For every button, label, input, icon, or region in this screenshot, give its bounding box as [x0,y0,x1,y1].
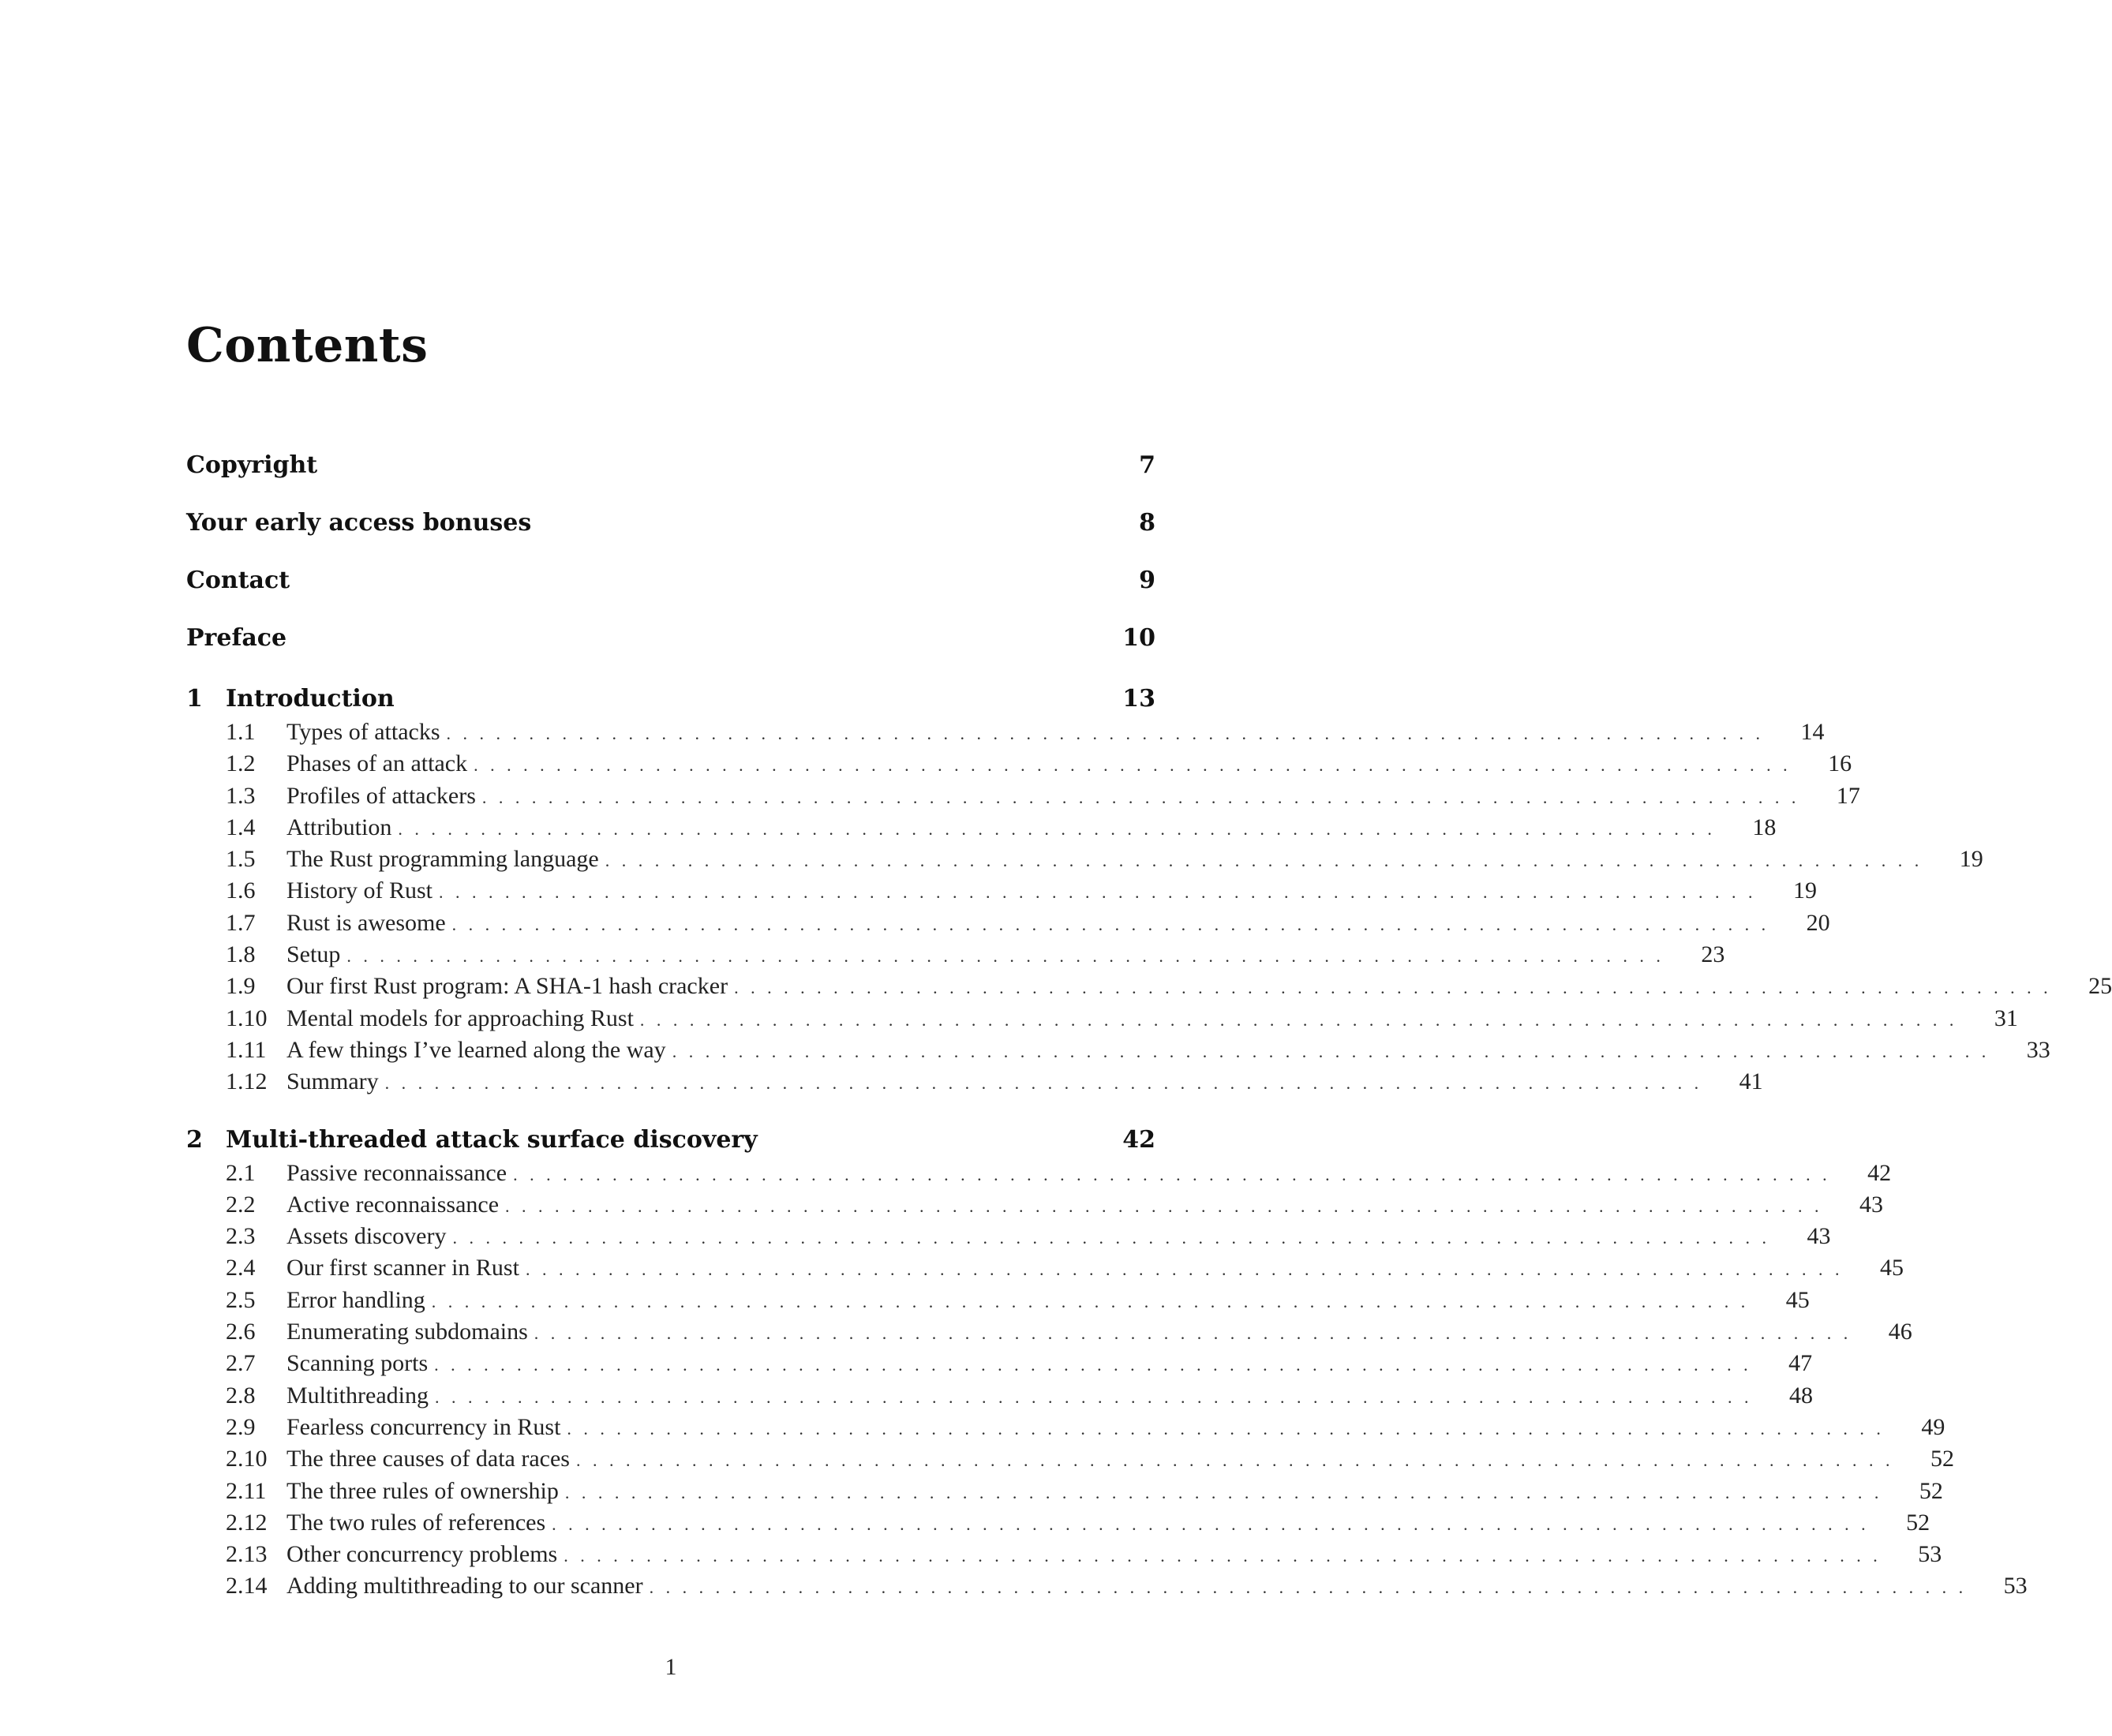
section-entry-link[interactable] [186,814,1777,846]
section-entry-link[interactable] [186,719,1825,750]
section-entry-link[interactable] [186,1382,1813,1414]
section-entry-link[interactable] [186,909,1830,941]
section-entry-link[interactable] [186,1477,1943,1510]
chapter-block [186,685,2112,1101]
section-title: Mental models for approaching Rust [286,1005,634,1031]
section-number: 2.1 [226,1159,256,1186]
section-number: 1.10 [226,1005,268,1031]
section-entry-link[interactable] [186,846,1983,877]
dot-leader: ................................................................................ [567,1418,1893,1439]
section-number: 1.7 [226,909,256,936]
section-page: 19 [1959,846,1983,873]
toc-entry-title: Copyright [186,451,318,479]
section-entry-link[interactable] [186,941,1725,973]
section-number: 1.2 [226,750,256,777]
section-title: The two rules of references [286,1509,546,1536]
section-entry-link[interactable] [186,1255,1904,1286]
toc-entry-title: Your early access bonuses [186,509,532,537]
dot-leader: ................................................................................ [575,1450,1902,1471]
dot-leader: ................................................................................ [434,1386,1761,1407]
section-number: 2.7 [226,1350,256,1377]
section-title: Active reconnaissance [286,1191,500,1218]
section-number: 1.1 [226,719,256,745]
section-page: 42 [1867,1159,1892,1186]
section-title: Adding multithreading to our scanner [286,1573,643,1599]
chapter-heading-link[interactable] [186,685,1155,719]
section-entry-link[interactable] [186,1413,1945,1446]
section-number: 1.5 [226,846,256,873]
section-page: 31 [1994,1005,2018,1031]
section-page: 46 [1888,1319,1912,1345]
dot-leader: ................................................................................ [346,946,1673,967]
dot-leader: ................................................................................ [552,1513,1878,1534]
dot-leader: ................................................................................ [398,818,1724,839]
section-page: 20 [1806,909,1830,936]
section-entry-link[interactable] [186,1319,1912,1350]
dot-leader: ................................................................................ [439,882,1766,903]
section-page: 48 [1788,1382,1813,1409]
dot-leader: ................................................................................ [446,724,1773,743]
section-entry-link[interactable] [186,1350,1813,1382]
section-page: 49 [1921,1413,1945,1440]
section-number: 2.9 [226,1413,256,1440]
dot-leader: ................................................................................ [672,1041,1998,1061]
section-page: 17 [1836,782,1860,809]
page-number: 1 [665,1654,677,1680]
toc-entry-link[interactable] [186,509,1155,567]
section-page: 19 [1793,877,1818,904]
section-title: Profiles of attackers [286,782,476,809]
section-page: 53 [1918,1541,1942,1568]
toc-entry-title: Preface [186,624,287,652]
section-page: 45 [1785,1286,1810,1313]
section-title: Fearless concurrency in Rust [286,1413,561,1440]
section-number: 1.6 [226,877,256,904]
section-title: A few things I’ve learned along the way [286,1036,666,1063]
chapter-number: 2 [186,1125,203,1154]
section-page: 52 [1906,1509,1930,1536]
section-title: Types of attacks [286,719,440,745]
section-entry-link[interactable] [186,1005,2018,1037]
section-page: 23 [1701,941,1725,968]
section-number: 2.14 [226,1573,268,1599]
section-number: 2.8 [226,1382,256,1409]
section-title: Our first scanner in Rust [286,1255,519,1281]
section-number: 1.4 [226,814,256,840]
toc-entry-link[interactable] [186,451,1155,509]
dot-leader: ................................................................................ [505,1195,1832,1216]
dot-leader: ................................................................................ [564,1546,1890,1566]
section-entry-link[interactable] [186,1573,2028,1604]
section-page: 14 [1800,719,1825,745]
section-title: Multithreading [286,1382,429,1409]
section-title: Setup [286,941,341,968]
section-number: 2.12 [226,1509,268,1536]
section-number: 2.10 [226,1446,268,1472]
section-number: 2.5 [226,1286,256,1313]
toc-entry-title: Contact [186,567,290,594]
toc-entry-page: 9 [1139,567,1155,594]
dot-leader: ................................................................................ [384,1073,1711,1094]
chapter-list [186,685,2112,1605]
table-of-contents [186,451,2112,1605]
chapter-heading-link[interactable] [186,1126,1155,1160]
section-number: 2.2 [226,1191,256,1218]
section-title: The three causes of data races [286,1446,570,1472]
dot-leader: ................................................................................ [451,914,1778,934]
section-page: 47 [1788,1350,1813,1377]
section-entry-link[interactable] [186,782,1860,814]
page-title: Contents [186,318,429,374]
section-title: Error handling [286,1286,425,1313]
section-title: Passive reconnaissance [286,1159,507,1186]
section-entry-link[interactable] [186,1541,1942,1573]
dot-leader: ................................................................................ [474,755,1800,776]
section-number: 2.3 [226,1223,256,1250]
dot-leader: ................................................................................ [649,1577,1975,1598]
section-title: History of Rust [286,877,433,904]
chapter-page: 42 [1122,1125,1155,1154]
section-title: The Rust programming language [286,846,599,873]
section-number: 2.13 [226,1541,268,1568]
section-number: 1.9 [226,973,256,1000]
section-number: 1.12 [226,1068,268,1095]
toc-entry-link[interactable] [186,567,1155,624]
dot-leader: ................................................................................ [452,1228,1779,1248]
dot-leader: ................................................................................ [605,851,1931,871]
section-title: Assets discovery [286,1223,447,1250]
section-page: 52 [1919,1477,1943,1504]
toc-entry-link[interactable] [186,624,1155,682]
section-entry-link[interactable] [186,1068,1763,1100]
section-title: Scanning ports [286,1350,429,1377]
section-page: 25 [2088,973,2112,1000]
section-page: 52 [1930,1446,1954,1472]
chapter-page: 13 [1122,685,1155,713]
section-page: 16 [1828,750,1852,777]
section-title: Our first Rust program: A SHA-1 hash cracker [286,973,728,1000]
toc-entry-page: 7 [1139,451,1155,479]
section-title: The three rules of ownership [286,1477,559,1504]
dot-leader: ................................................................................ [534,1323,1860,1344]
dot-leader: ................................................................................ [513,1164,1840,1184]
section-number: 1.11 [226,1036,267,1063]
section-title: Enumerating subdomains [286,1319,528,1345]
section-number: 1.8 [226,941,256,968]
toc-entry-page: 10 [1122,624,1155,652]
dot-leader: ................................................................................ [481,787,1808,807]
section-number: 2.6 [226,1319,256,1345]
dot-leader: ................................................................................ [434,1355,1761,1375]
section-page: 18 [1752,814,1777,840]
dot-leader: ................................................................................ [431,1291,1758,1311]
dot-leader: ................................................................................ [734,978,2061,998]
section-entry-link[interactable] [186,1509,1930,1541]
section-entry-link[interactable] [186,1446,1954,1477]
dot-leader: ................................................................................ [639,1009,1966,1030]
section-entry-link[interactable] [186,973,2112,1005]
section-entry-link[interactable] [186,1286,1810,1319]
section-number: 2.4 [226,1255,256,1281]
dot-leader: ................................................................................ [564,1482,1891,1502]
section-page: 33 [2026,1036,2050,1063]
section-entry-link[interactable] [186,877,1818,909]
section-title: Summary [286,1068,379,1095]
section-entry-link[interactable] [186,1191,1884,1223]
chapter-title: Multi-threaded attack surface discovery [226,1125,758,1154]
section-number: 1.3 [226,782,256,809]
dot-leader: ................................................................................ [525,1259,1852,1280]
section-page: 43 [1859,1191,1884,1218]
section-entry-link[interactable] [186,750,1852,782]
section-title: Rust is awesome [286,909,446,936]
section-page: 53 [2003,1573,2028,1599]
front-matter-list [186,451,1155,682]
section-title: Attribution [286,814,392,840]
chapter-number: 1 [186,685,203,713]
chapter-title: Introduction [226,685,395,713]
section-title: Other concurrency problems [286,1541,558,1568]
section-number: 2.11 [226,1477,267,1504]
toc-entry-page: 8 [1139,509,1155,537]
section-entry-link[interactable] [186,1223,1831,1255]
section-entry-link[interactable] [186,1159,1892,1192]
section-page: 43 [1807,1223,1831,1250]
section-title: Phases of an attack [286,750,468,777]
section-page: 41 [1739,1068,1763,1095]
section-page: 45 [1879,1255,1904,1281]
chapter-block [186,1125,2028,1605]
section-entry-link[interactable] [186,1036,2050,1068]
